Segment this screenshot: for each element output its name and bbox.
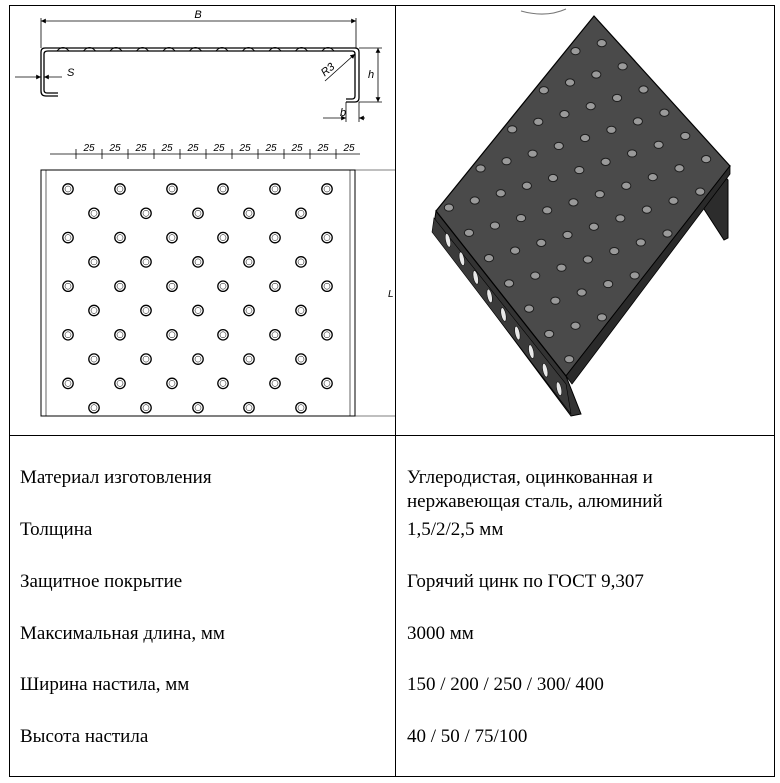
perforation xyxy=(577,289,586,296)
spec-value: 150 / 200 / 250 / 300/ 400 xyxy=(407,674,604,695)
plate-hole xyxy=(63,184,73,194)
spec-value: 3000 мм xyxy=(407,623,474,644)
plate-hole xyxy=(141,208,151,218)
row-divider xyxy=(10,435,774,436)
perforation xyxy=(612,94,621,101)
perforation xyxy=(545,330,554,337)
pitch-label: 25 xyxy=(265,143,277,154)
perforation xyxy=(618,63,627,70)
perforation xyxy=(516,214,525,221)
spec-row-material xyxy=(10,466,774,512)
plate-hole xyxy=(270,232,280,242)
plate-hole xyxy=(63,232,73,242)
perforation xyxy=(627,150,636,157)
perforation xyxy=(537,239,546,246)
dim-height-label: h xyxy=(368,69,375,81)
perforation xyxy=(604,280,613,287)
plate-hole xyxy=(244,257,254,267)
plate-holes xyxy=(63,184,332,413)
perforation xyxy=(580,134,589,141)
plate-hole xyxy=(89,305,99,315)
perforation xyxy=(543,207,552,214)
plate-hole xyxy=(218,330,228,340)
plate-hole xyxy=(270,330,280,340)
plate-hole xyxy=(218,378,228,388)
plate-hole xyxy=(141,403,151,413)
plate-hole xyxy=(89,354,99,364)
perforation xyxy=(554,142,563,149)
technical-drawing xyxy=(10,6,395,435)
pitch-label: 25 xyxy=(317,143,329,154)
plate-hole xyxy=(167,378,177,388)
perforation xyxy=(575,166,584,173)
spec-label: Ширина настила, мм xyxy=(20,674,190,695)
plate-hole xyxy=(89,208,99,218)
plate-hole xyxy=(270,281,280,291)
perforation xyxy=(675,165,684,172)
perforation xyxy=(696,188,705,195)
perforation xyxy=(524,305,533,312)
plate-hole xyxy=(244,354,254,364)
plate-hole xyxy=(167,184,177,194)
spec-sheet-table xyxy=(9,5,775,777)
plate-hole xyxy=(296,403,306,413)
spec-value: Углеродистая, оцинкованная и нержавеющая сталь, алюминий xyxy=(407,467,663,512)
perforation xyxy=(496,190,505,197)
spec-label: Защитное покрытие xyxy=(20,571,183,592)
perforation xyxy=(569,199,578,206)
plate-hole xyxy=(193,208,203,218)
plate-hole xyxy=(218,184,228,194)
perforation xyxy=(551,297,560,304)
plate-hole xyxy=(218,281,228,291)
perforation xyxy=(565,356,574,363)
perforation xyxy=(586,103,595,110)
plate-hole xyxy=(141,305,151,315)
perforation xyxy=(571,322,580,329)
plate-hole xyxy=(115,184,125,194)
perforation xyxy=(616,215,625,222)
perforation xyxy=(592,71,601,78)
dim-flange-label: b xyxy=(340,107,347,119)
pitch-label: 25 xyxy=(291,143,303,154)
plate-hole xyxy=(193,257,203,267)
perforation xyxy=(508,126,517,133)
perforation xyxy=(633,118,642,125)
profile-section xyxy=(41,48,359,102)
spec-row-coating xyxy=(10,570,774,594)
perforation xyxy=(595,191,604,198)
perforation xyxy=(539,87,548,94)
plate-hole xyxy=(218,232,228,242)
plate-hole xyxy=(115,281,125,291)
plate-hole xyxy=(167,281,177,291)
perforation xyxy=(630,272,639,279)
spec-row-max-length xyxy=(10,622,774,646)
product-3d-render xyxy=(396,6,774,435)
perforation xyxy=(622,182,631,189)
plate-hole xyxy=(141,354,151,364)
perforation xyxy=(565,79,574,86)
spec-row-height xyxy=(10,725,774,749)
perforation xyxy=(583,256,592,263)
plate-hole xyxy=(167,330,177,340)
perforation xyxy=(663,230,672,237)
hole-pitch-dimensions xyxy=(76,143,355,159)
pitch-label: 25 xyxy=(135,143,147,154)
perforation xyxy=(681,132,690,139)
plate-hole xyxy=(193,403,203,413)
perforation xyxy=(464,229,473,236)
perforation xyxy=(563,231,572,238)
perforation xyxy=(597,314,606,321)
perforation xyxy=(560,111,569,118)
spec-label: Толщина xyxy=(20,519,93,540)
plate-hole xyxy=(244,305,254,315)
plate-hole xyxy=(322,378,332,388)
plate-hole xyxy=(63,378,73,388)
dim-width-label: B xyxy=(194,9,202,21)
perforation xyxy=(607,126,616,133)
perforation xyxy=(444,204,453,211)
perforation xyxy=(654,141,663,148)
plate-hole xyxy=(115,378,125,388)
pitch-label: 25 xyxy=(83,143,95,154)
pitch-label: 25 xyxy=(213,143,225,154)
plate-hole xyxy=(296,208,306,218)
plate-hole xyxy=(89,403,99,413)
perforation xyxy=(669,197,678,204)
dim-thickness-label: S xyxy=(67,67,75,79)
perforation xyxy=(531,272,540,279)
perforation xyxy=(648,174,657,181)
spec-value: 1,5/2/2,5 мм xyxy=(407,519,504,540)
spec-label: Максимальная длина, мм xyxy=(20,623,225,644)
plate-hole xyxy=(270,378,280,388)
dim-radius-label: R3 xyxy=(318,60,338,80)
perforation xyxy=(528,150,537,157)
perforation xyxy=(502,158,511,165)
plate-hole xyxy=(63,330,73,340)
plate-hole xyxy=(244,208,254,218)
pitch-label: 25 xyxy=(161,143,173,154)
spec-value: Горячий цинк по ГОСТ 9,307 xyxy=(407,571,644,592)
perforation xyxy=(642,206,651,213)
pitch-label: 25 xyxy=(187,143,199,154)
perforation xyxy=(534,118,543,125)
perforation xyxy=(702,156,711,163)
perforation xyxy=(470,197,479,204)
dim-length-label: L xyxy=(388,289,394,300)
pitch-label: 25 xyxy=(343,143,355,154)
perforation xyxy=(504,280,513,287)
plate-hole xyxy=(63,281,73,291)
pitch-label: 25 xyxy=(239,143,251,154)
perforation xyxy=(636,239,645,246)
plate-hole xyxy=(115,232,125,242)
spec-label: Высота настила xyxy=(20,726,149,747)
spec-value: 40 / 50 / 75/100 xyxy=(407,726,528,747)
perforation xyxy=(597,40,606,47)
perforation xyxy=(589,223,598,230)
plate-hole xyxy=(115,330,125,340)
plate-hole xyxy=(322,232,332,242)
plate-hole xyxy=(296,257,306,267)
product-render-cell xyxy=(396,6,774,435)
plate-hole xyxy=(322,184,332,194)
perforation xyxy=(522,182,531,189)
perforation xyxy=(490,222,499,229)
plate-hole xyxy=(141,257,151,267)
plate-hole xyxy=(89,257,99,267)
plate-hole xyxy=(322,281,332,291)
plate-hole xyxy=(296,305,306,315)
plate-hole xyxy=(322,330,332,340)
perforation xyxy=(660,109,669,116)
plate-hole xyxy=(244,403,254,413)
technical-drawing-cell xyxy=(10,6,395,435)
perforation xyxy=(484,255,493,262)
plate-hole xyxy=(270,184,280,194)
plate-hole xyxy=(296,354,306,364)
spec-label: Материал изготовления xyxy=(20,467,212,488)
spec-row-width xyxy=(10,673,774,697)
plate-hole xyxy=(167,232,177,242)
perforation xyxy=(557,264,566,271)
perforation xyxy=(548,174,557,181)
perforation xyxy=(601,158,610,165)
plate-hole xyxy=(193,305,203,315)
perforation xyxy=(571,48,580,55)
pitch-label: 25 xyxy=(109,143,121,154)
perforation xyxy=(510,247,519,254)
perforation xyxy=(639,86,648,93)
perforation xyxy=(476,165,485,172)
spec-row-thickness xyxy=(10,518,774,542)
perforation xyxy=(610,247,619,254)
plate-hole xyxy=(193,354,203,364)
